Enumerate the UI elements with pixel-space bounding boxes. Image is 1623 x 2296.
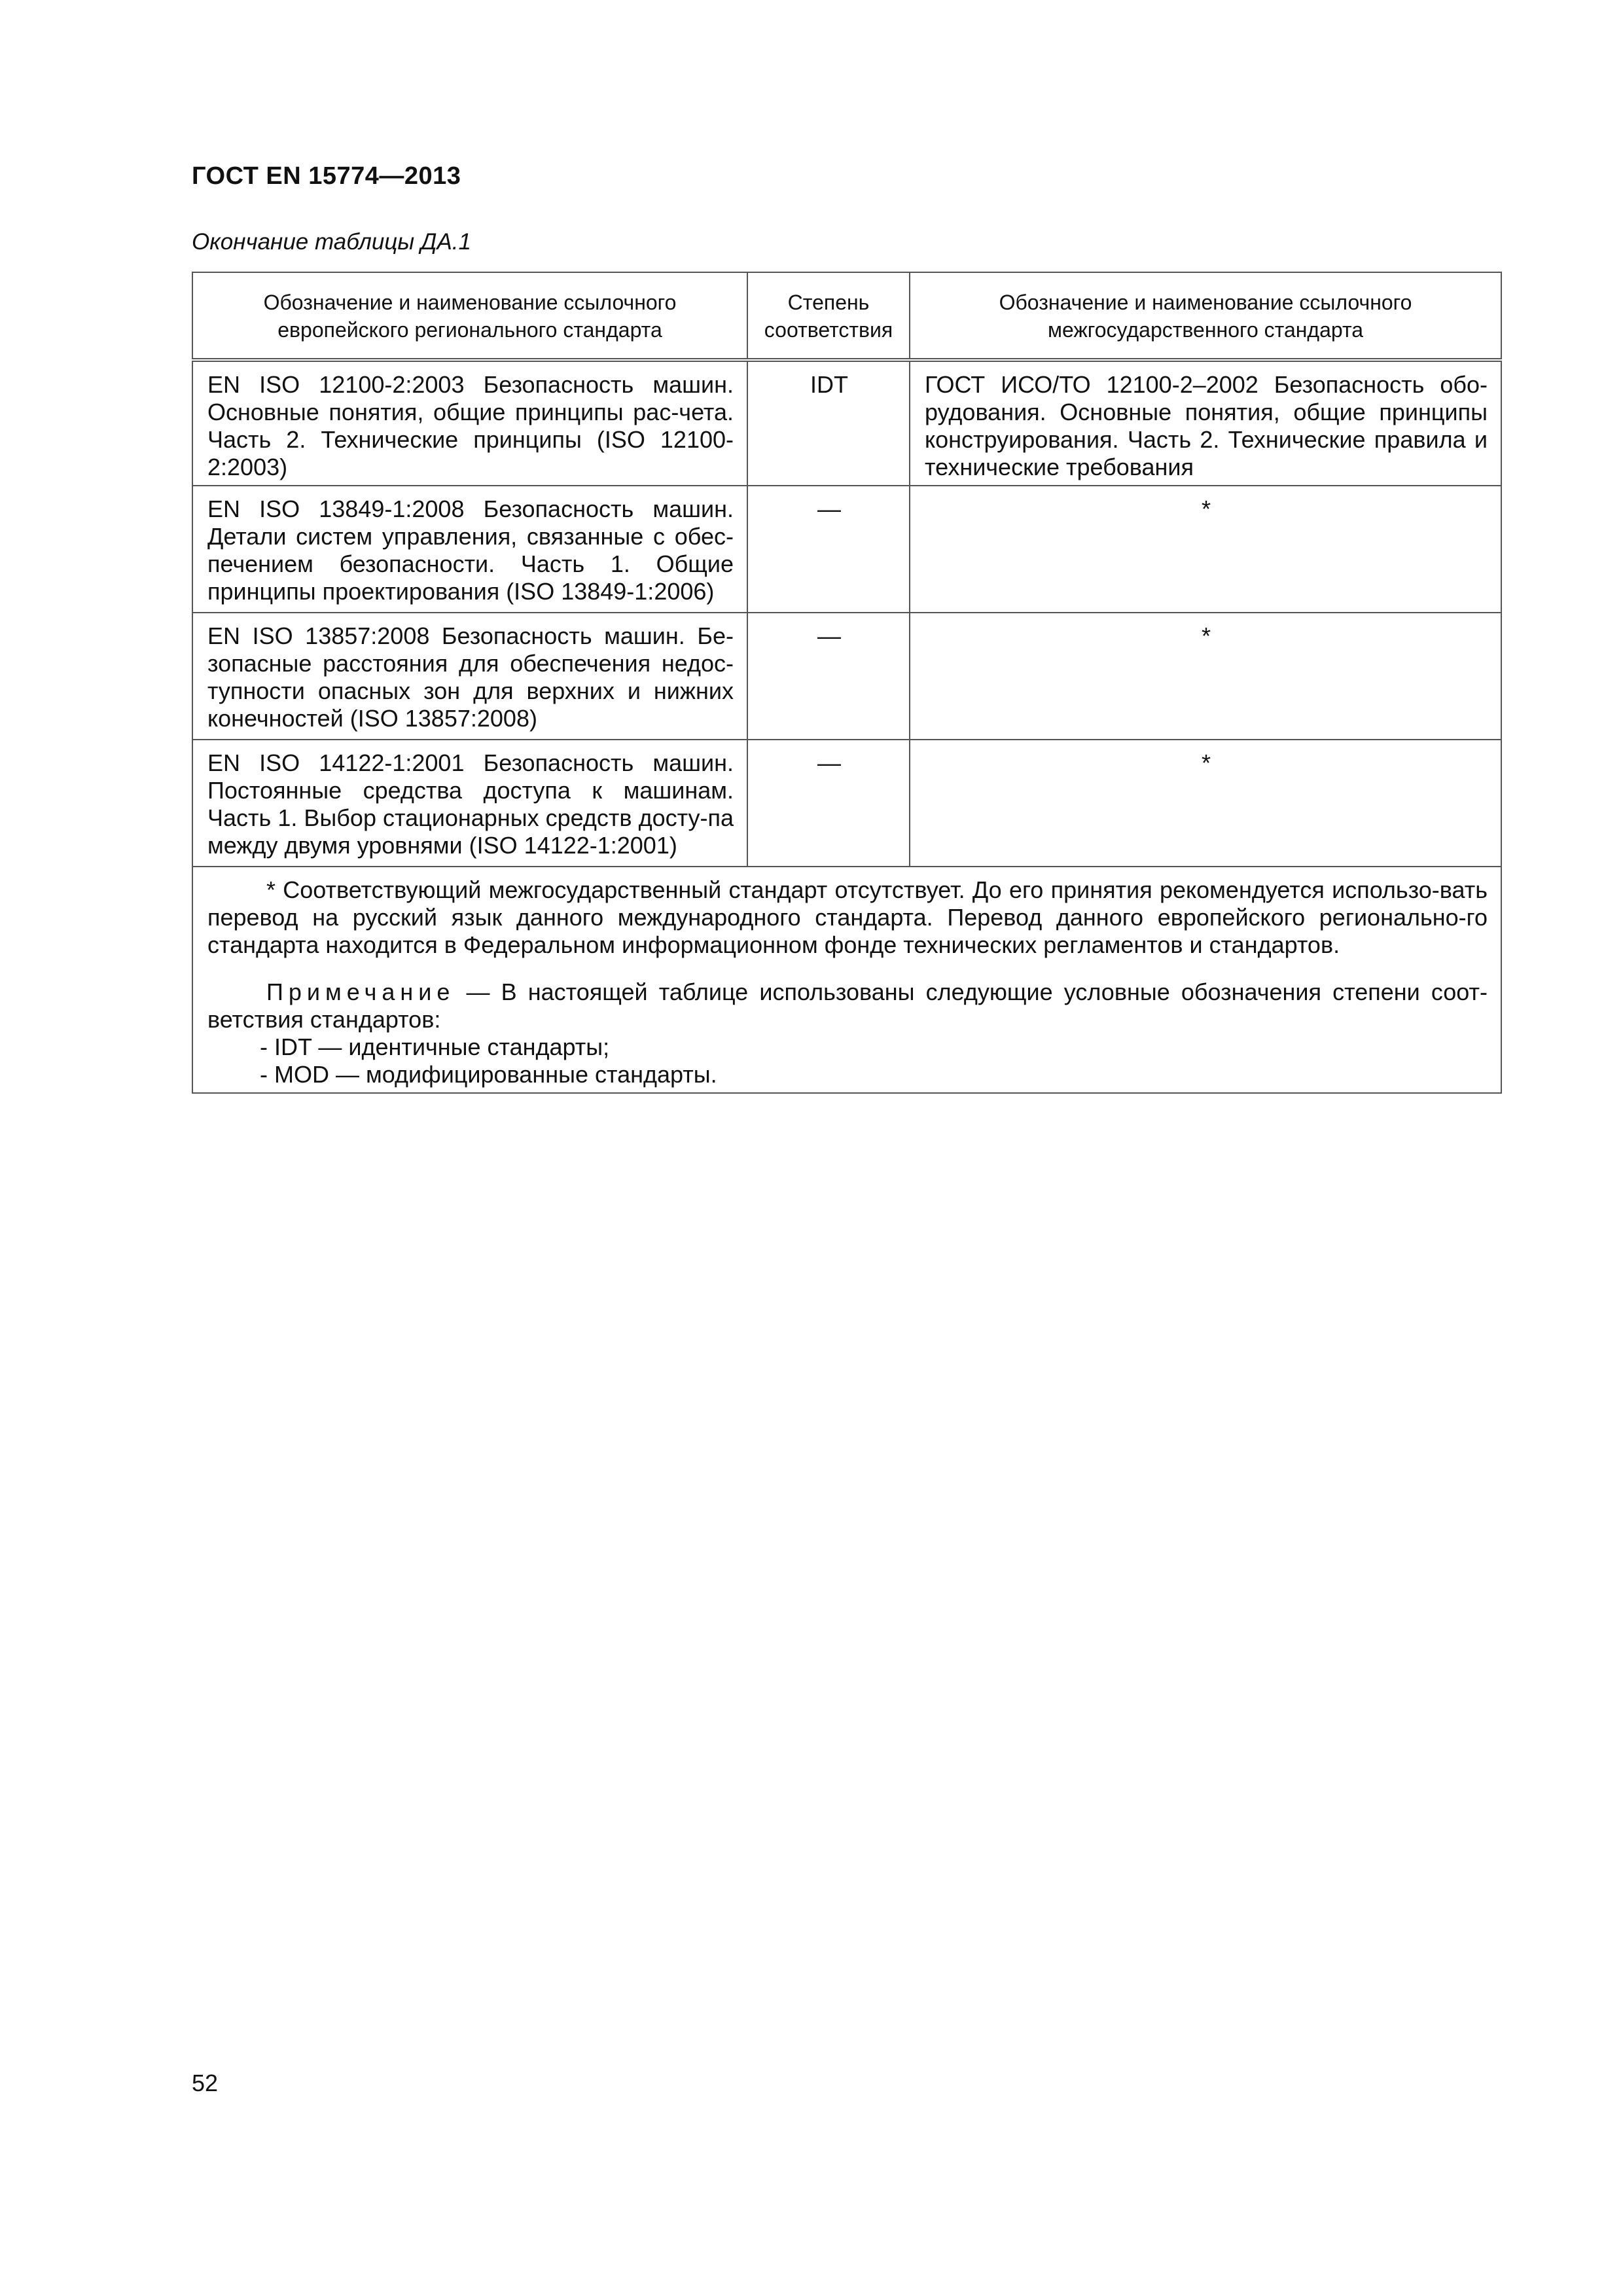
table-notes-cell xyxy=(192,867,1501,1093)
degree-cell: — xyxy=(747,740,910,867)
european-standard-cell: EN ISO 13849-1:2008 Безопасность машин. Детали систем управления, связанные с обес-печением безопасности. Часть 1. Общие принципы проектирования (ISO 13849-1:2006) xyxy=(192,486,747,613)
table-row xyxy=(192,486,1501,613)
european-standard-cell: EN ISO 13857:2008 Безопасность машин. Бе-зопасные расстояния для обеспечения недос-тупности опасных зон для верхних и нижних конечностей (ISO 13857:2008) xyxy=(192,613,747,740)
header-degree-of-conformity: Степень соответствия xyxy=(747,272,910,360)
table-caption: Окончание таблицы ДА.1 xyxy=(192,229,471,255)
degree-cell: IDT xyxy=(747,360,910,486)
note-label: Примечание xyxy=(266,978,455,1005)
interstate-standard-cell: * xyxy=(910,740,1501,867)
table-row xyxy=(192,740,1501,867)
header-interstate-standard: Обозначение и наименование ссылочного межгосударственного стандарта xyxy=(910,272,1501,360)
note-list-item: - IDT — идентичные стандарты; xyxy=(260,1033,610,1060)
interstate-standard-cell: * xyxy=(910,486,1501,613)
table-notes-row xyxy=(192,867,1501,1093)
interstate-standard-cell: * xyxy=(910,613,1501,740)
note-text: — В настоящей таблице использованы следующие условные обозначения степени соот-ветствия стандартов: xyxy=(207,978,1488,1033)
reference-standards-table xyxy=(192,272,1502,1094)
note-list-item: - MOD — модифицированные стандарты. xyxy=(260,1061,717,1088)
interstate-standard-cell: ГОСТ ИСО/ТО 12100-2–2002 Безопасность обо-рудования. Основные понятия, общие принципы конструирования. Часть 2. Технические правила и технические требования xyxy=(910,360,1501,486)
table-row xyxy=(192,613,1501,740)
european-standard-cell: EN ISO 12100-2:2003 Безопасность машин. Основные понятия, общие принципы рас-чета. Часть 2. Технические принципы (ISO 12100-2:2003) xyxy=(192,360,747,486)
footnote-text: * Соответствующий межгосударственный стандарт отсутствует. До его принятия рекомендуется использо-вать перевод на русский язык данного международного стандарта. Перевод данного европейского регионально-го стандарта находится в Федеральном информационном фонде технических регламентов и стандартов. xyxy=(207,876,1488,958)
table-row xyxy=(192,360,1501,486)
table-header-row xyxy=(192,272,1501,360)
note-paragraph xyxy=(207,978,1488,1033)
european-standard-cell: EN ISO 14122-1:2001 Безопасность машин. Постоянные средства доступа к машинам. Часть 1. Выбор стационарных средств досту-па между двумя уровнями (ISO 14122-1:2001) xyxy=(192,740,747,867)
document-title: ГОСТ EN 15774—2013 xyxy=(192,162,461,190)
header-european-standard: Обозначение и наименование ссылочного европейского регионального стандарта xyxy=(192,272,747,360)
degree-cell: — xyxy=(747,486,910,613)
page-number: 52 xyxy=(192,2070,219,2096)
degree-cell: — xyxy=(747,613,910,740)
